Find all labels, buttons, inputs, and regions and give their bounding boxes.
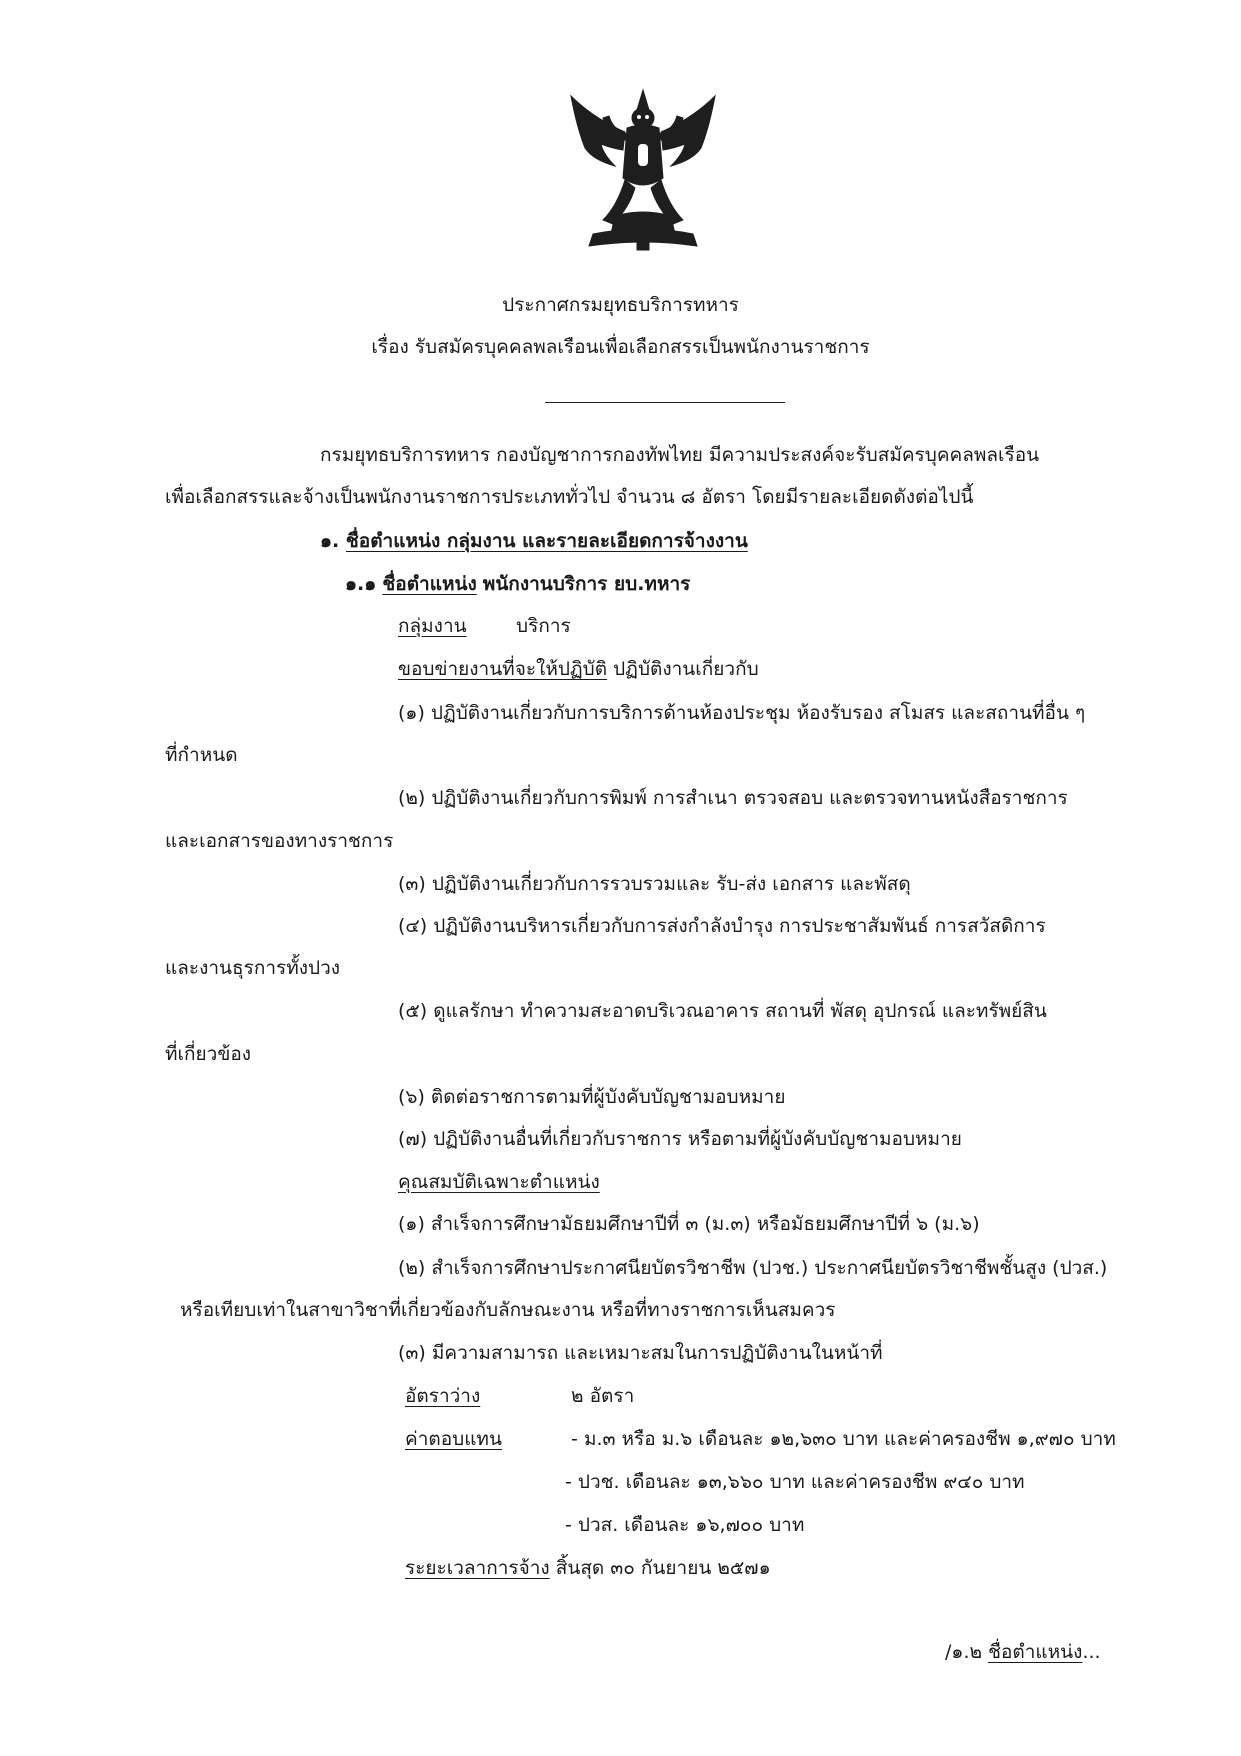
qualification-1: (๑) สำเร็จการศึกษามัธยมศึกษาปีที่ ๓ (ม.๓) หรือมัธยมศึกษาปีที่ ๖ (ม.๖)	[398, 1213, 980, 1235]
qualification-2-line-1: (๒) สำเร็จการศึกษาประกาศนียบัตรวิชาชีพ (ปวช.) ประกาศนียบัตรวิชาชีพชั้นสูง (ปวส.)	[398, 1257, 1108, 1279]
qualification-2-line-2: หรือเทียบเท่าในสาขาวิชาที่เกี่ยวข้องกับลักษณะงาน หรือที่ทางราชการเห็นสมควร	[180, 1299, 836, 1321]
duty-6: (๖) ติดต่อราชการตามที่ผู้บังคับบัญชามอบหมาย	[398, 1086, 786, 1108]
position-heading	[345, 572, 690, 596]
announcement-title: ประกาศกรมยุทธบริการทหาร	[502, 294, 739, 316]
pay-value-3: - ปวส. เดือนละ ๑๖,๗๐๐ บาท	[565, 1514, 805, 1536]
work-group-label: กลุ่มงาน	[398, 615, 467, 637]
intro-line-2: เพื่อเลือกสรรและจ้างเป็นพนักงานราชการประเภททั่วไป จำนวน ๘ อัตรา โดยมีรายละเอียดดังต่อไปนี้	[165, 486, 974, 508]
footer-prefix: /๑.๒	[945, 1641, 983, 1663]
qualification-3: (๓) มีความสามารถ และเหมาะสมในการปฏิบัติงานในหน้าที่	[398, 1342, 883, 1364]
term-value: สิ้นสุด ๓๐ กันยายน ๒๕๗๑	[555, 1557, 771, 1579]
qualifications-label: คุณสมบัติเฉพาะตำแหน่ง	[398, 1171, 600, 1193]
duty-1-line-2: ที่กำหนด	[165, 744, 238, 766]
announcement-subject: เรื่อง รับสมัครบุคคลพลเรือนเพื่อเลือกสรรเป็นพนักงานราชการ	[371, 336, 870, 358]
footer-suffix: ...	[1082, 1641, 1101, 1663]
pay-value-2: - ปวช. เดือนละ ๑๓,๖๖๐ บาท และค่าครองชีพ ๙๔๐ บาท	[565, 1471, 1025, 1493]
pay-label: ค่าตอบแทน	[405, 1428, 502, 1450]
duty-4-line-1: (๔) ปฏิบัติงานบริหารเกี่ยวกับการส่งกำลังบำรุง การประชาสัมพันธ์ การสวัสดิการ	[398, 915, 1046, 937]
vacancy-row	[405, 1384, 634, 1408]
work-group-value: บริการ	[516, 615, 571, 637]
term-row	[405, 1556, 771, 1580]
duty-5-line-2: ที่เกี่ยวข้อง	[165, 1043, 252, 1065]
scope-row	[398, 657, 759, 681]
work-group-row	[398, 614, 571, 638]
duty-2-line-1: (๒) ปฏิบัติงานเกี่ยวกับการพิมพ์ การสำเนา ตรวจสอบ และตรวจทานหนังสือราชการ	[398, 787, 1068, 809]
section-title: ชื่อตำแหน่ง กลุ่มงาน และรายละเอียดการจ้างงาน	[345, 530, 748, 552]
position-value: พนักงานบริการ ยบ.ทหาร	[482, 573, 691, 595]
duty-5-line-1: (๕) ดูแลรักษา ทำความสะอาดบริเวณอาคาร สถานที่ พัสดุ อุปกรณ์ และทรัพย์สิน	[398, 1000, 1047, 1022]
duty-7: (๗) ปฏิบัติงานอื่นที่เกี่ยวกับราชการ หรือตามที่ผู้บังคับบัญชามอบหมาย	[398, 1128, 962, 1150]
footer-label: ชื่อตำแหน่ง	[988, 1641, 1083, 1663]
duty-1-line-1: (๑) ปฏิบัติงานเกี่ยวกับการบริการด้านห้องประชุม ห้องรับรอง สโมสร และสถานที่อื่น ๆ	[398, 702, 1086, 724]
section-number: ๑.	[320, 530, 340, 552]
term-label: ระยะเวลาการจ้าง	[405, 1557, 550, 1579]
duty-3: (๓) ปฏิบัติงานเกี่ยวกับการรวบรวมและ รับ-ส่ง เอกสาร และพัสดุ	[398, 873, 911, 895]
section-1-heading	[320, 529, 748, 553]
vacancy-value: ๒ อัตรา	[571, 1385, 635, 1407]
title-divider	[545, 402, 785, 403]
vacancy-label: อัตราว่าง	[405, 1385, 481, 1407]
scope-value: ปฏิบัติงานเกี่ยวกับ	[613, 658, 759, 680]
position-label: ชื่อตำแหน่ง	[382, 573, 477, 595]
pay-value-1: - ม.๓ หรือ ม.๖ เดือนละ ๑๒,๖๓๐ บาท และค่าครองชีพ ๑,๙๗๐ บาท	[571, 1428, 1116, 1450]
garuda-emblem-icon	[563, 88, 723, 253]
duty-2-line-2: และเอกสารของทางราชการ	[165, 830, 394, 852]
intro-line-1: กรมยุทธบริการทหาร กองบัญชาการกองทัพไทย มีความประสงค์จะรับสมัครบุคคลพลเรือน	[320, 444, 1040, 466]
scope-label: ขอบข่ายงานที่จะให้ปฏิบัติ	[398, 658, 608, 680]
pay-row-1	[405, 1427, 1116, 1451]
continuation-footer	[945, 1640, 1101, 1664]
position-number: ๑.๑	[345, 573, 377, 595]
duty-4-line-2: และงานธุรการทั้งปวง	[165, 957, 341, 979]
